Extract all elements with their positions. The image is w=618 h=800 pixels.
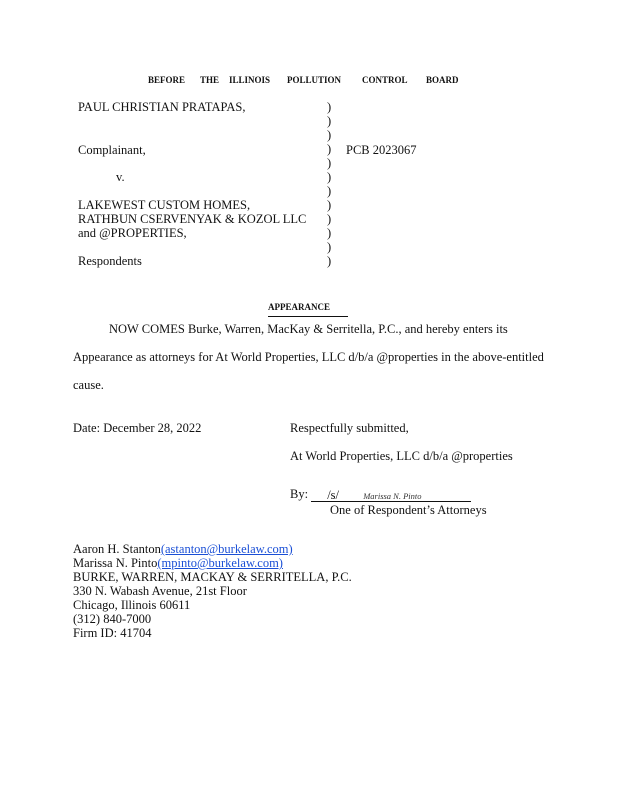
caption-word-board: BOARD bbox=[426, 75, 459, 85]
firm-name: BURKE, WARREN, MACKAY & SERRITELLA, P.C. bbox=[73, 570, 352, 584]
bracket-paren: ) bbox=[327, 114, 332, 128]
by-label: By: bbox=[290, 487, 309, 501]
attorney-contact-block bbox=[73, 542, 352, 640]
bracket-paren: ) bbox=[327, 184, 332, 198]
attorney-marissa bbox=[73, 556, 352, 570]
attorney-aaron-email-link[interactable]: (astanton@burkelaw.com) bbox=[160, 542, 293, 556]
attorney-marissa-email-link[interactable]: (mpinto@burkelaw.com) bbox=[157, 556, 283, 570]
attorney-aaron-name: Aaron H. Stanton bbox=[73, 542, 161, 556]
signer-script-name: Marissa N. Pinto bbox=[363, 491, 422, 501]
caption-word-control: CONTROL bbox=[362, 75, 408, 85]
caption-word-illinois: ILLINOIS bbox=[229, 75, 271, 85]
firm-id: Firm ID: 41704 bbox=[73, 626, 152, 640]
appearance-body-line-1: NOW COMES Burke, Warren, MacKay & Serritella, P.C., and hereby enters its bbox=[109, 322, 508, 336]
complainant-label: Complainant, bbox=[78, 143, 146, 157]
versus-text: v. bbox=[116, 170, 125, 184]
appearance-body-line-2: Appearance as attorneys for At World Properties, LLC d/b/a @properties in the above-entitled bbox=[73, 350, 544, 364]
signer-role: One of Respondent’s Attorneys bbox=[330, 503, 487, 517]
signature-line bbox=[290, 487, 471, 502]
appearance-heading: APPEARANCE bbox=[268, 302, 330, 312]
caption-word-the: THE bbox=[200, 75, 220, 85]
represented-party: At World Properties, LLC d/b/a @properties bbox=[290, 449, 513, 463]
bracket-paren: ) bbox=[327, 170, 332, 184]
caption-bracket-column bbox=[327, 100, 331, 268]
case-number: PCB 2023067 bbox=[346, 143, 417, 157]
attorney-marissa-name: Marissa N. Pinto bbox=[73, 556, 158, 570]
respondent-line-1: LAKEWEST CUSTOM HOMES, bbox=[78, 198, 251, 212]
bracket-paren: ) bbox=[327, 142, 332, 156]
bracket-paren: ) bbox=[327, 156, 332, 170]
appearance-body-line-3: cause. bbox=[73, 378, 104, 392]
firm-phone: (312) 840-7000 bbox=[73, 612, 152, 626]
respectfully-submitted: Respectfully submitted, bbox=[290, 421, 409, 435]
bracket-paren: ) bbox=[327, 254, 332, 268]
attorney-aaron bbox=[73, 542, 352, 556]
complainant-name: PAUL CHRISTIAN PRATAPAS, bbox=[78, 100, 246, 114]
firm-address-line-2: Chicago, Illinois 60611 bbox=[73, 598, 191, 612]
bracket-paren: ) bbox=[327, 128, 332, 142]
bracket-paren: ) bbox=[327, 198, 332, 212]
appearance-heading-wrap bbox=[268, 297, 348, 317]
caption-word-before: BEFORE bbox=[148, 75, 186, 85]
caption-word-pollution: POLLUTION bbox=[287, 75, 342, 85]
bracket-paren: ) bbox=[327, 240, 332, 254]
bracket-paren: ) bbox=[327, 226, 332, 240]
respondent-line-2: RATHBUN CSERVENYAK & KOZOL LLC bbox=[78, 212, 307, 226]
respondent-line-3: and @PROPERTIES, bbox=[78, 226, 187, 240]
signature-underline bbox=[311, 489, 471, 502]
firm-address-line-1: 330 N. Wabash Avenue, 21st Floor bbox=[73, 584, 247, 598]
respondents-label: Respondents bbox=[78, 254, 142, 268]
bracket-paren: ) bbox=[327, 212, 332, 226]
slash-s-signature: /s/ bbox=[327, 488, 339, 502]
bracket-paren: ) bbox=[327, 100, 332, 114]
filing-date: Date: December 28, 2022 bbox=[73, 421, 202, 435]
